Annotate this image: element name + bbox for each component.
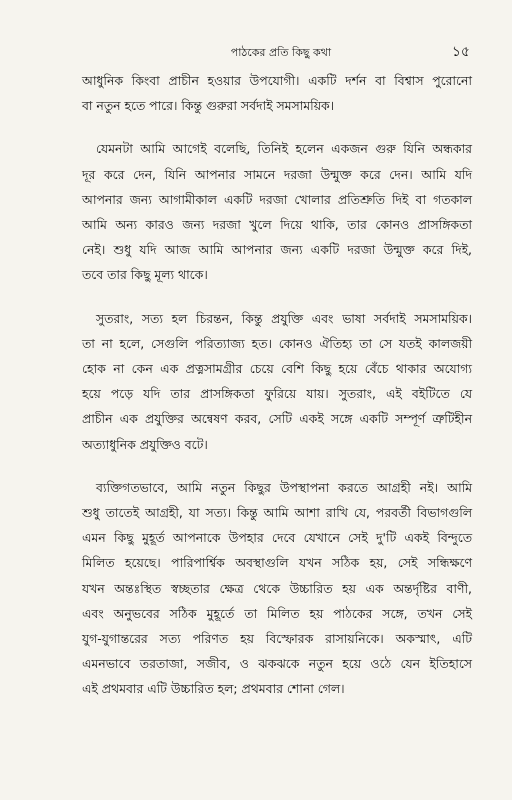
text-line: সুতরাং, সত্য হল চিরন্তন, কিন্তু প্রযুক্তি এবং ভাষা সর্বদাই সমসাময়িক। xyxy=(96,310,472,326)
paragraph xyxy=(82,306,472,457)
text-line: এই প্রথমবার এটি উচ্চারিত হল; প্রথমবার শোনা গেল। xyxy=(82,681,345,697)
text-line: এবং অনুভবের সঠিক মুহূর্তে তা মিলিত হয় পাঠকের সঙ্গে, তখন সেই xyxy=(82,605,472,621)
running-header xyxy=(80,40,470,64)
running-title: পাঠকের প্রতি কিছু কথা xyxy=(230,46,332,59)
text-line: আধুনিক কিংবা প্রাচীন হওয়ার উপযোগী। একটি দর্শন বা বিশ্বাস পুরোনো xyxy=(82,73,472,88)
text-line: ব্যক্তিগতভাবে, আমি নতুন কিছুর উপস্থাপনা করতে আগ্রহী নই। আমি xyxy=(96,479,472,495)
text-line: হয়ে পড়ে যদি তার প্রাসঙ্গিকতা ফুরিয়ে যায়। সুতরাং, এই বইটিতে যে xyxy=(82,386,472,402)
text-line: তা না হলে, সেগুলি পরিত্যাজ্য হত। কোনও ঐতিহ্য তা সে যতই কালজয়ী xyxy=(82,335,472,351)
text-line: বা নতুন হতে পারে। কিন্তু গুরুরা সর্বদাই সমসাময়িক। xyxy=(82,98,335,114)
page-number: ১৫ xyxy=(451,44,470,60)
text-line: এমন কিছু মুহূর্ত আপনাকে উপহার দেবে যেখানে সেই দু'টি একই বিন্দুতে xyxy=(82,530,472,546)
text-line: যুগ-যুগান্তরের সত্য পরিণত হয় বিস্ফোরক রাসায়নিকে। অকস্মাৎ, এটি xyxy=(82,631,472,647)
text-line: দূর করে দেন, যিনি আপনার সামনে দরজা উন্মুক্ত করে দেন। আমি যদি xyxy=(82,166,472,182)
text-line: আপনার জন্য আগামীকাল একটি দরজা খোলার প্রতিশ্রুতি দিই বা গতকাল xyxy=(82,191,472,207)
paragraph xyxy=(82,475,472,702)
text-line: শুধু তাতেই আগ্রহী, যা সত্য। কিন্তু আমি আশা রাখি যে, পরবর্তী বিভাগগুলি xyxy=(82,505,472,521)
paragraph xyxy=(82,68,472,118)
text-line: যখন অন্তঃস্থিত স্বচ্ছতার ক্ষেত্র থেকে উচ্চারিত হয় এক অন্তর্দৃষ্টির বাণী, xyxy=(82,580,472,596)
text-line: নেই। শুধু যদি আজ আমি আপনার জন্য একটি দরজা উন্মুক্ত করে দিই, xyxy=(82,242,472,258)
text-line: অত্যাধুনিক প্রযুক্তিও বটে। xyxy=(82,436,208,452)
text-line: তবে তার কিছু মূল্য থাকে। xyxy=(82,267,208,283)
text-line: আমি অন্য কারও জন্য দরজা খুলে দিয়ে থাকি, তার কোনও প্রাসঙ্গিকতা xyxy=(82,217,472,233)
body-text xyxy=(82,68,472,720)
text-line: এমনভাবে তরতাজা, সজীব, ও ঝকঝকে নতুন হয়ে ওঠে যেন ইতিহাসে xyxy=(82,656,472,672)
text-line: যেমনটা আমি আগেই বলেছি, তিনিই হলেন একজন গুরু যিনি অন্ধকার xyxy=(96,141,472,157)
text-line: প্রাচীন এক প্রযুক্তির অন্বেষণ করব, সেটি একই সঙ্গে একটি সম্পূর্ণ ত্রুটিহীন xyxy=(82,411,472,427)
paragraph xyxy=(82,136,472,287)
text-line: মিলিত হয়েছে। পারিপার্শ্বিক অবস্থাগুলি যখন সঠিক হয়, সেই সন্ধিক্ষণে xyxy=(82,555,472,571)
text-line: হোক না কেন এক প্রত্নসামগ্রীর চেয়ে বেশি কিছু হয়ে বেঁচে থাকার অযোগ্য xyxy=(82,361,472,377)
